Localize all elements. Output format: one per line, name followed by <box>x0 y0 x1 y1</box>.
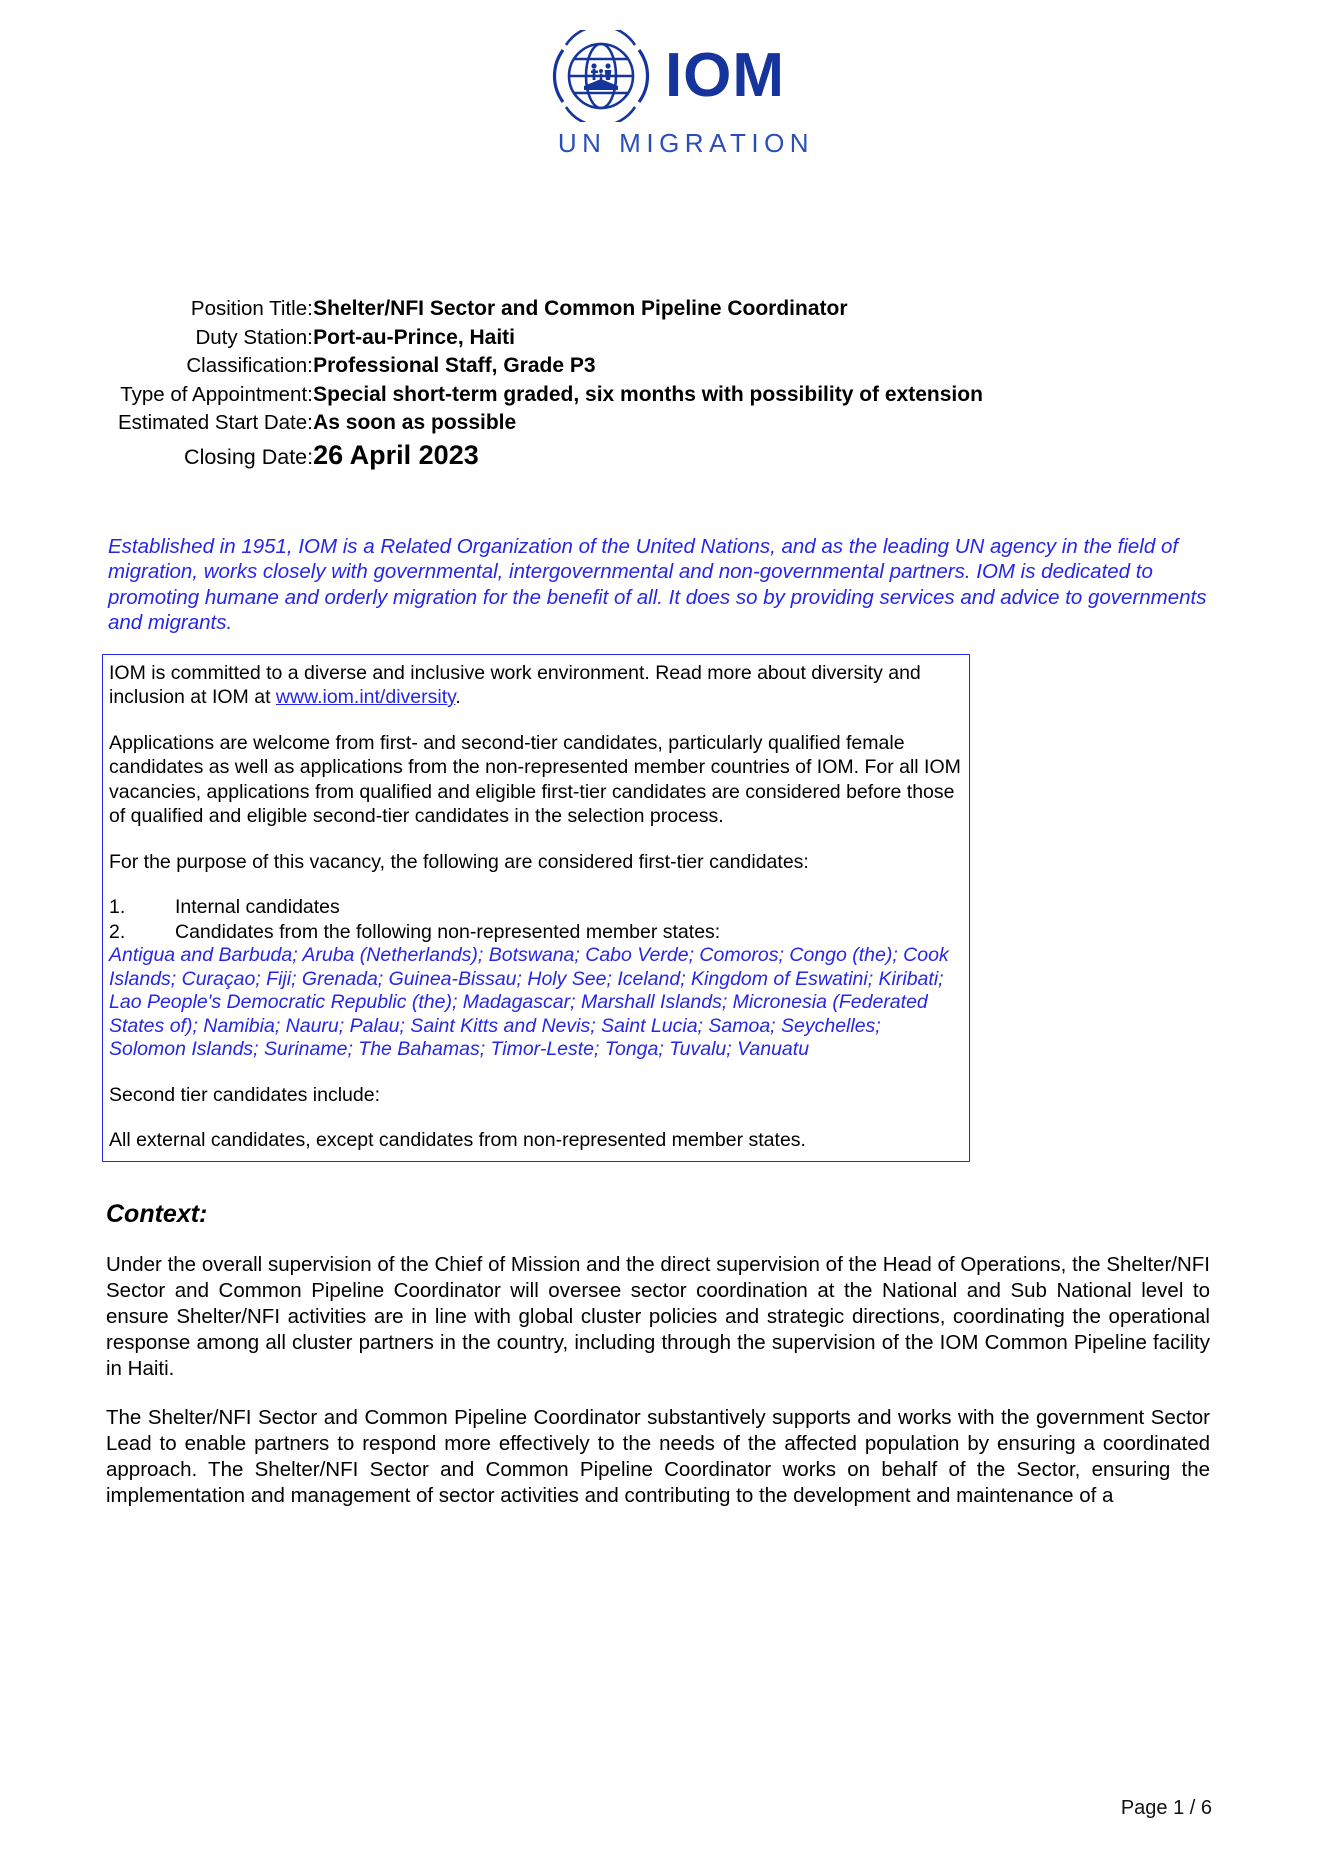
position-details <box>0 295 1320 474</box>
logo-row <box>551 30 785 122</box>
detail-label: Position Title <box>190 297 308 320</box>
context-heading: Context: <box>106 1199 208 1228</box>
second-tier-heading: Second tier candidates include: <box>109 1083 381 1106</box>
detail-value: 26 April 2023 <box>313 439 479 470</box>
non-represented-states-list: Antigua and Barbuda; Aruba (Netherlands); Botswana; Cabo Verde; Comoros; Congo (the); Cook Islands; Curaçao; Fiji; Grenada; Guinea-Bissau; Holy See; Iceland; Kingdom of Eswatini; Kiribati; Lao People's Democratic Republic (the); Madagascar; Marshall Islands; Micronesia (Federated States of); Namibia; Nauru; Palau; Saint Kitts and Nevis; Saint Lucia; Samoa; Seychelles; Solomon Islands; Suriname; The Bahamas; Timor-Leste; Tonga; Tuvalu; Vanuatu <box>109 944 949 1060</box>
detail-value: Shelter/NFI Sector and Common Pipeline Coordinator <box>313 297 848 320</box>
detail-colon: : <box>307 411 313 434</box>
detail-row-closing-date <box>118 438 983 474</box>
diversity-lead-text: IOM is committed to a diverse and inclusive work environment. Read more about diversity and inclusion at IOM at <box>109 661 921 708</box>
detail-row-classification <box>118 352 983 381</box>
detail-label: Closing Date <box>184 444 308 469</box>
detail-colon: : <box>307 354 313 377</box>
iom-logo <box>522 30 814 159</box>
diversity-tail-text: . <box>455 686 461 708</box>
first-tier-list-item-1 <box>109 895 961 920</box>
logo-header <box>0 0 1320 159</box>
organization-intro-paragraph: Established in 1951, IOM is a Related Organization of the United Nations, and as the leading UN agency in the field of migration, works closely with governmental, intergovernmental and non-governmental partners. IOM is dedicated to promoting humane and orderly migration for the benefit of all. It does so by providing services and advice to governments and migrants. <box>108 534 1207 634</box>
detail-label: Classification <box>186 354 308 377</box>
detail-value: Port-au-Prince, Haiti <box>313 325 515 349</box>
first-tier-list-item-2 <box>109 920 961 945</box>
detail-row-type-of-appointment <box>118 381 983 410</box>
logo-tagline: UN MIGRATION <box>557 128 815 158</box>
logo-wordmark: IOM <box>664 41 786 110</box>
detail-value: Special short-term graded, six months with possibility of extension <box>313 382 983 406</box>
detail-row-position-title <box>118 295 983 324</box>
detail-colon: : <box>307 382 313 406</box>
candidate-tier-box <box>102 654 970 1162</box>
position-details-table <box>118 295 983 474</box>
detail-value: Professional Staff, Grade P3 <box>313 354 596 377</box>
detail-label: Duty Station <box>195 325 308 349</box>
list-number: 1. <box>109 896 126 918</box>
context-paragraph-2: The Shelter/NFI Sector and Common Pipeline Coordinator substantively supports and works with the government Sector Lead to enable partners to respond more effectively to the needs of the affected population by ensuring a coordinated approach. The Shelter/NFI Sector and Common Pipeline Coordinator works on behalf of the Sector, ensuring the implementation and management of sector activities and contributing to the development and maintenance of a <box>106 1405 1210 1507</box>
detail-row-duty-station <box>118 324 983 353</box>
detail-label: Type of Appointment <box>120 382 308 406</box>
second-tier-description: All external candidates, except candidates from non-represented member states. <box>109 1129 806 1151</box>
applications-paragraph: Applications are welcome from first- and second-tier candidates, particularly qualified female candidates as well as applications from the non-represented member countries of IOM. For all IOM vacancies, applications from qualified and eligible first-tier candidates are considered before those of qualified and eligible second-tier candidates in the selection process. <box>109 731 961 827</box>
detail-label: Estimated Start Date <box>118 411 308 434</box>
detail-colon: : <box>307 444 314 469</box>
diversity-paragraph <box>109 661 961 710</box>
iom-globe-icon <box>551 30 651 122</box>
detail-value: As soon as possible <box>313 411 517 434</box>
page-footer: Page 1 / 6 <box>1120 1797 1212 1819</box>
list-number: 2. <box>109 920 126 943</box>
detail-colon: : <box>307 297 313 320</box>
list-text: Internal candidates <box>175 896 340 918</box>
list-text: Candidates from the following non-represented member states: <box>175 920 721 943</box>
first-tier-purpose-paragraph: For the purpose of this vacancy, the following are considered first-tier candidates: <box>109 850 809 873</box>
context-paragraph-1: Under the overall supervision of the Chief of Mission and the direct supervision of the Head of Operations, the Shelter/NFI Sector and Common Pipeline Coordinator will oversee sector coordination at the National and Sub National level to ensure Shelter/NFI activities are in line with global cluster policies and strategic directions, coordinating the operational response among all cluster partners in the country, including through the supervision of the IOM Common Pipeline facility in Haiti. <box>106 1252 1210 1380</box>
diversity-link[interactable]: www.iom.int/diversity <box>275 686 456 708</box>
detail-row-estimated-start-date <box>118 409 983 438</box>
detail-colon: : <box>307 325 313 349</box>
